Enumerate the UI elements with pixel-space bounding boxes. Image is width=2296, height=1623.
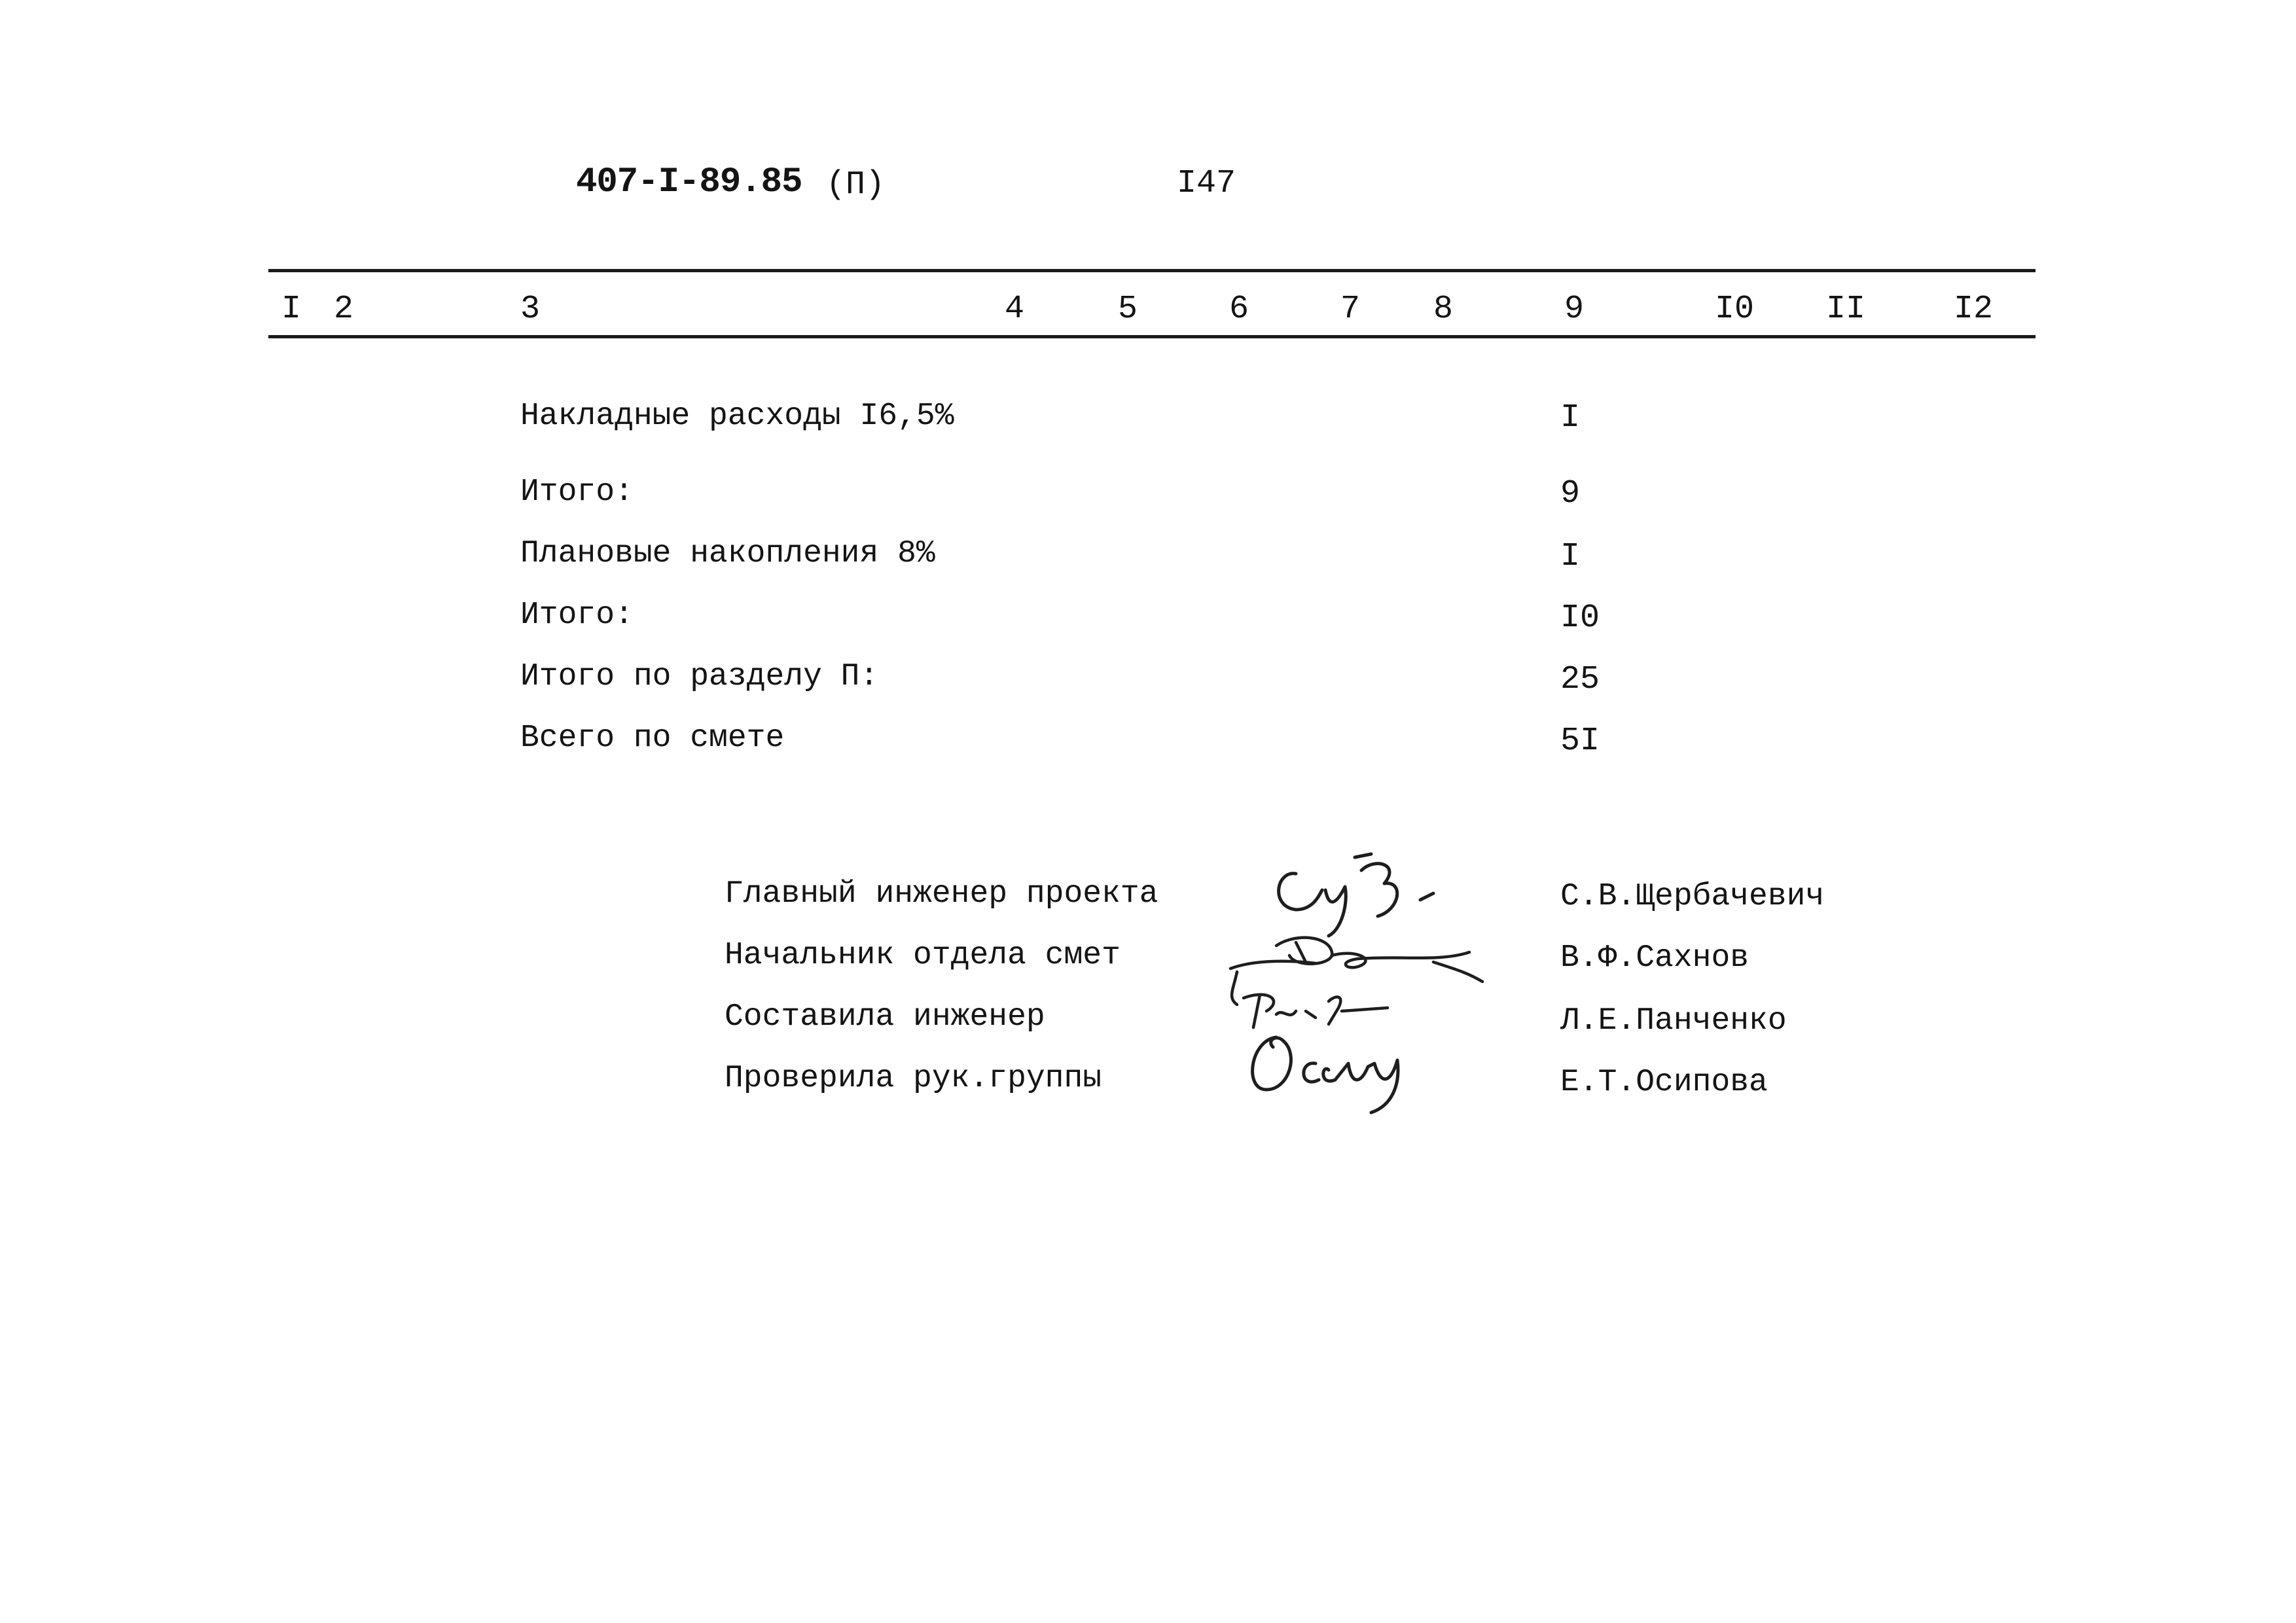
row-value: 5I	[1560, 722, 1600, 760]
table-top-rule	[268, 269, 2036, 272]
row-label: Итого по разделу П:	[520, 659, 879, 694]
column-number: I2	[1954, 291, 1994, 328]
column-number: 9	[1564, 291, 1585, 328]
row-label: Всего по смете	[520, 721, 785, 756]
handwritten-signature	[1237, 1024, 1453, 1119]
document-section-mark: (П)	[826, 166, 886, 204]
row-label: Плановые накопления 8%	[520, 536, 935, 571]
document-code: 407-I-89.85	[576, 162, 802, 202]
row-label: Итого:	[520, 597, 634, 633]
table-bottom-rule	[268, 335, 2036, 338]
column-number: I	[281, 291, 302, 328]
column-number: 2	[334, 291, 354, 328]
column-number: II	[1826, 291, 1866, 328]
page-number: I47	[1177, 165, 1236, 202]
column-number: 6	[1229, 291, 1249, 328]
signatory-role: Проверила рук.группы	[725, 1061, 1102, 1096]
row-value: 25	[1560, 661, 1600, 698]
row-value: I	[1560, 538, 1581, 575]
column-number: 3	[520, 291, 541, 328]
row-value: 9	[1560, 475, 1581, 512]
signatory-name: Е.Т.Осипова	[1560, 1065, 1768, 1100]
row-label: Итого:	[520, 474, 634, 510]
column-number: 7	[1340, 291, 1361, 328]
column-number: 8	[1433, 291, 1454, 328]
column-number: 4	[1005, 291, 1025, 328]
row-label: Накладные расходы I6,5%	[520, 399, 954, 434]
signatory-name: С.В.Щербачевич	[1560, 879, 1825, 914]
row-value: I0	[1560, 599, 1600, 637]
column-number: I0	[1715, 291, 1755, 328]
signatory-name: В.Ф.Сахнов	[1560, 940, 1749, 976]
column-number: 5	[1118, 291, 1138, 328]
signatory-role: Главный инженер проекта	[725, 876, 1158, 912]
row-value: I	[1560, 399, 1581, 437]
signatory-role: Начальник отдела смет	[725, 938, 1121, 973]
signatory-name: Л.Е.Панченко	[1560, 1003, 1787, 1039]
signatory-role: Составила инженер	[725, 999, 1045, 1035]
